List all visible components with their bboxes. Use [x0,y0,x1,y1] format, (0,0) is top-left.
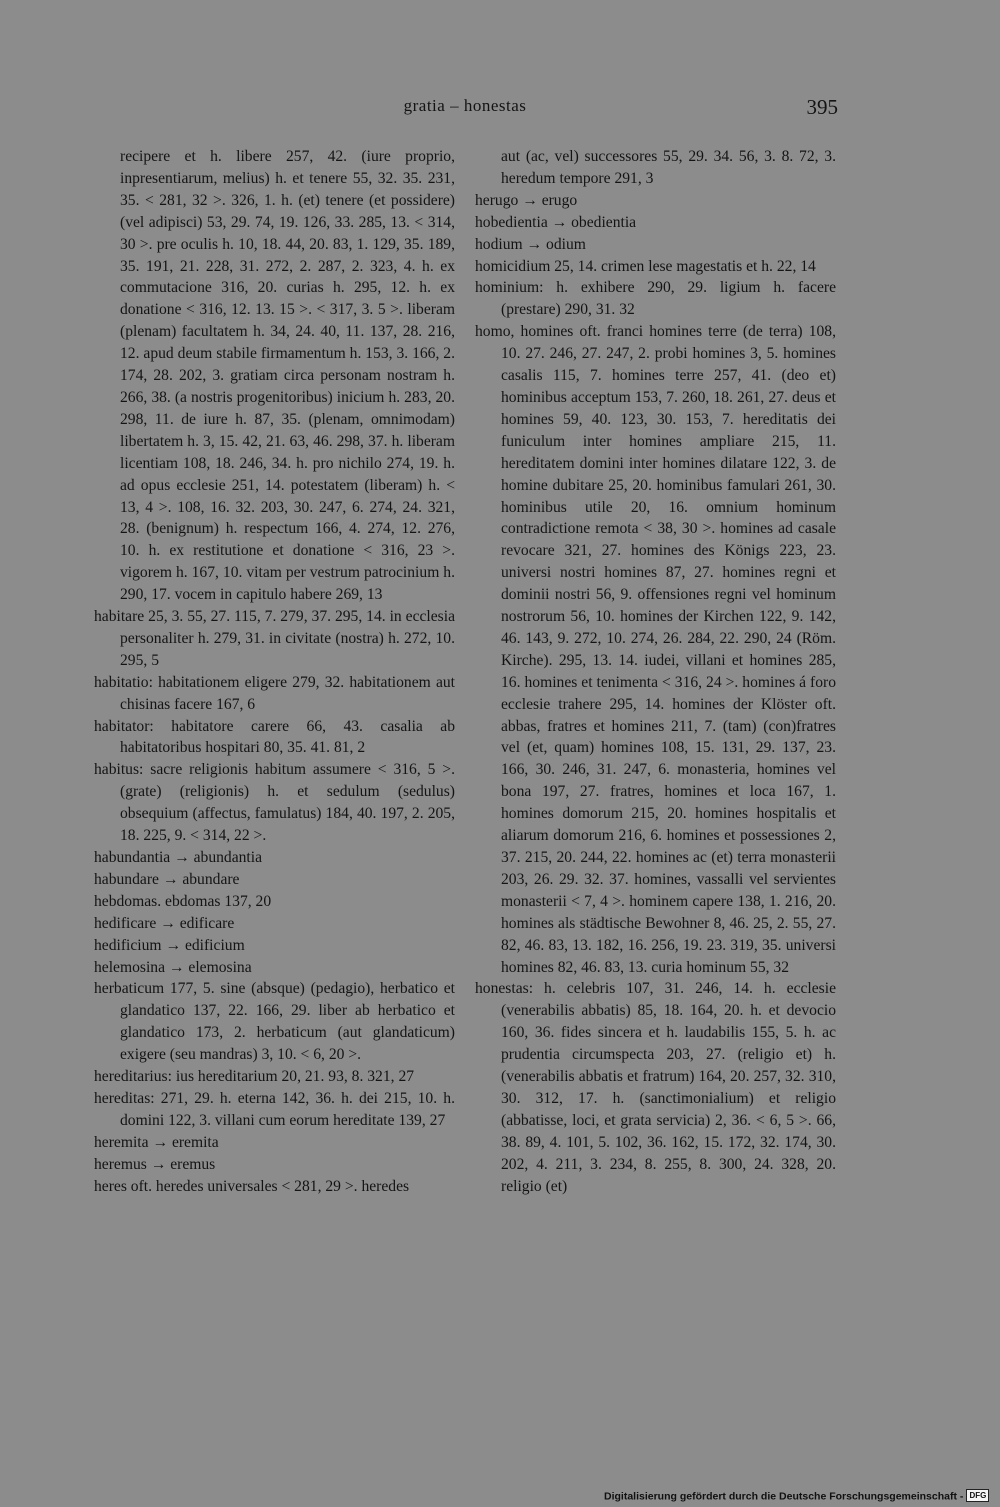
index-entry: homicidium 25, 14. crimen lese magestatis et h. 22, 14 [475,257,816,275]
index-entry: hodium → odium [475,235,586,253]
index-entry: heremita → eremita [94,1133,219,1151]
index-entry: habundantia → abundantia [94,849,263,866]
running-title: gratia – honestas [403,96,527,115]
index-entry: hereditarius: ius hereditarium 20, 21. 93, 8. 321, 27 [94,1068,415,1086]
right-column [475,146,836,1198]
index-entry: helemosina → elemosina [94,958,252,976]
index-entry: habundare → abundare [94,870,240,888]
index-entry: heres oft. heredes universales < 281, 29 >. heredes [94,1177,410,1195]
index-entry: habitatio: habitationem eligere 279, 32. habitationem aut chisinas facere 167, 6 [94,673,455,713]
index-entry: herbaticum 177, 5. sine (absque) (pedagio), herbatico et glandatico 137, 22. 166, 29. liber ab herbatico et glandatico 173, 2. herbaticum (aut glandaticum) exigere (seu mandras) 3, 10. < 6, 20 >. [94,980,455,1064]
index-entry: homo, homines oft. franci homines terre (de terra) 108, 10. 27. 246, 27. 247, 2. probi homines 3, 5. homines casalis 115, 7. homines terre 257, 41. (deo et) hominibus acceptum 153, 7. 260, 18. 261, 27. deus et homines 59, 40. 123, 30. 153, 7. hereditatis dei funiculum inter homines ampliare 215, 11. hereditatem domini inter homines dilatare 122, 3. de homine dubitare 25, 20. hominibus famulari 261, 30. hominibus utile 20, 16. omnium hominum contradictione remota < 38, 30 >. homines ad casale revocare 321, 27. homines des Königs 223, 23. universi nostri homines 87, 27. homines regni et dominii nostri 56, 9. offensiones regni vel hominum nostrorum 56, 10. homines der Kirchen 122, 9. 142, 46. 143, 9. 272, 10. 274, 26. 284, 22. 290, 24 (Röm. Kirche). 295, 13. 14. iudei, villani et homines 285, 16. homines et tenimenta < 316, 24 >. homines á foro ecclesie trahere 295, 14. homines der Klöster oft. abbas, fratres et homines 211, 7. (tam) (con)fratres vel (et, quam) homines 108, 15. 131, 29. 137, 23. 166, 30. 246, 31. 247, 6. monasteria, homines vel bona 197, 27. fratres, homines et loca 167, 1. homines domorum 215, 20. homines hospitalis et aliarum domorum 216, 6. homines et possessiones 2, 37. 215, 20. 244, 22. homines ac (et) terra monasterii 203, 26. 29. 32. 37. homines, vassalli vel servientes monasterii < 7, 4 >. hominem capere 138, 1. 216, 20. homines als städtische Bewohner 8, 46. 25, 2. 55, 27. 82, 46. 83, 13. 182, 16. 256, 19. 23. 319, 35. universi homines 82, 46. 83, 13. curia hominum 55, 32 [475,323,836,976]
index-entry: heremus → eremus [94,1155,216,1173]
index-entry: habitare 25, 3. 55, 27. 115, 7. 279, 37. 295, 14. in ecclesia personaliter h. 279, 31. in civitate (nostra) h. 272, 10. 295, 5 [94,608,455,669]
footer-text: Digitalisierung gefördert durch die Deutsche Forschungsgemeinschaft - [604,1490,964,1503]
index-entry: hedificium → edificium [94,936,245,954]
index-entry: hominium: h. exhibere 290, 29. ligium h. facere (prestare) 290, 31. 32 [475,279,836,319]
index-entry: hedificare → edificare [94,914,235,932]
dfg-logo-text: DFG [969,1491,987,1500]
page-number: 395 [806,95,838,119]
index-entry: honestas: h. celebris 107, 31. 246, 14. h. ecclesie (venerabilis abbatis) 85, 18. 164, 20. h. et devocio 160, 36. fides sincera et h. laudabilis 155, 5. h. ac prudentia circumspecta 203, 27. (religio et) h. (venerabilis abbatis et fratrum) 164, 20. 257, 32. 310, 30. 312, 17. h. (sanctimonialium) et religio (abbatisse, loci, et grata servicia) 2, 36. < 6, 5 >. 66, 38. 89, 4. 101, 5. 102, 36. 162, 15. 172, 32. 174, 30. 202, 4. 211, 3. 234, 8. 255, 8. 300, 24. 328, 20. religio (et) [475,980,836,1195]
funding-footer [604,1490,994,1503]
dfg-logo-icon [966,1489,989,1502]
index-entry: habitus: sacre religionis habitum assumere < 316, 5 >. (grate) (religionis) h. et sedulum (sedulus) obsequium (affectus, famulatus) 184, 40. 197, 2. 205, 18. 225, 9. < 314, 22 >. [94,761,455,845]
index-entry: hebdomas. ebdomas 137, 20 [94,892,272,910]
left-column [94,146,455,1198]
index-entry: recipere et h. libere 257, 42. (iure proprio, inpresentiarum, melius) h. et tenere 55, 32. 35. 231, 35. < 281, 32 >. 326, 1. h. (et) tenere (et possidere) (vel adipisci) 53, 29. 74, 19. 126, 33. 285, 13. < 314, 30 >. pre oculis h. 10, 18. 44, 20. 83, 1. 129, 35. 189, 35. 191, 21. 228, 31. 272, 2. 287, 2. 323, 4. h. ex commutacione 316, 20. curias h. 295, 12. h. ex donatione < 316, 12. 13. 15 >. < 317, 3. 5 >. liberam (plenam) facultatem h. 34, 24. 40, 11. 137, 28. 216, 12. apud deum stabile firmamentum h. 153, 3. 166, 2. 174, 28. 202, 3. gratiam circa personam nostram h. 266, 38. (a nostris progenitoribus) inicium h. 283, 20. 298, 11. de iure h. 87, 35. (plenam, omnimodam) libertatem h. 3, 15. 42, 21. 63, 46. 298, 37. h. liberam licentiam 108, 18. 246, 34. h. pro nichilo 274, 19. h. ad opus ecclesie 251, 14. potestatem (liberam) h. < 13, 4 >. 108, 16. 32. 203, 30. 247, 6. 274, 24. 321, 28. (benignum) h. respectum 166, 4. 274, 12. 276, 10. h. ex restitutione et donatione < 316, 23 >. vigorem h. 167, 10. vitam per vestrum patrocinium h. 290, 17. vocem in capitulo habere 269, 13 [120,148,455,604]
index-entry: aut (ac, vel) successores 55, 29. 34. 56, 3. 8. 72, 3. heredum tempore 291, 3 [501,148,836,187]
index-entry: herugo → erugo [475,191,578,209]
index-entry: hobedientia → obedientia [475,213,637,231]
index-entry: habitator: habitatore carere 66, 43. casalia ab habitatoribus hospitari 80, 35. 41. 81, 2 [94,717,455,757]
index-entry: hereditas: 271, 29. h. eterna 142, 36. h. dei 215, 10. h. domini 122, 3. villani cum eorum hereditate 139, 27 [94,1089,455,1129]
